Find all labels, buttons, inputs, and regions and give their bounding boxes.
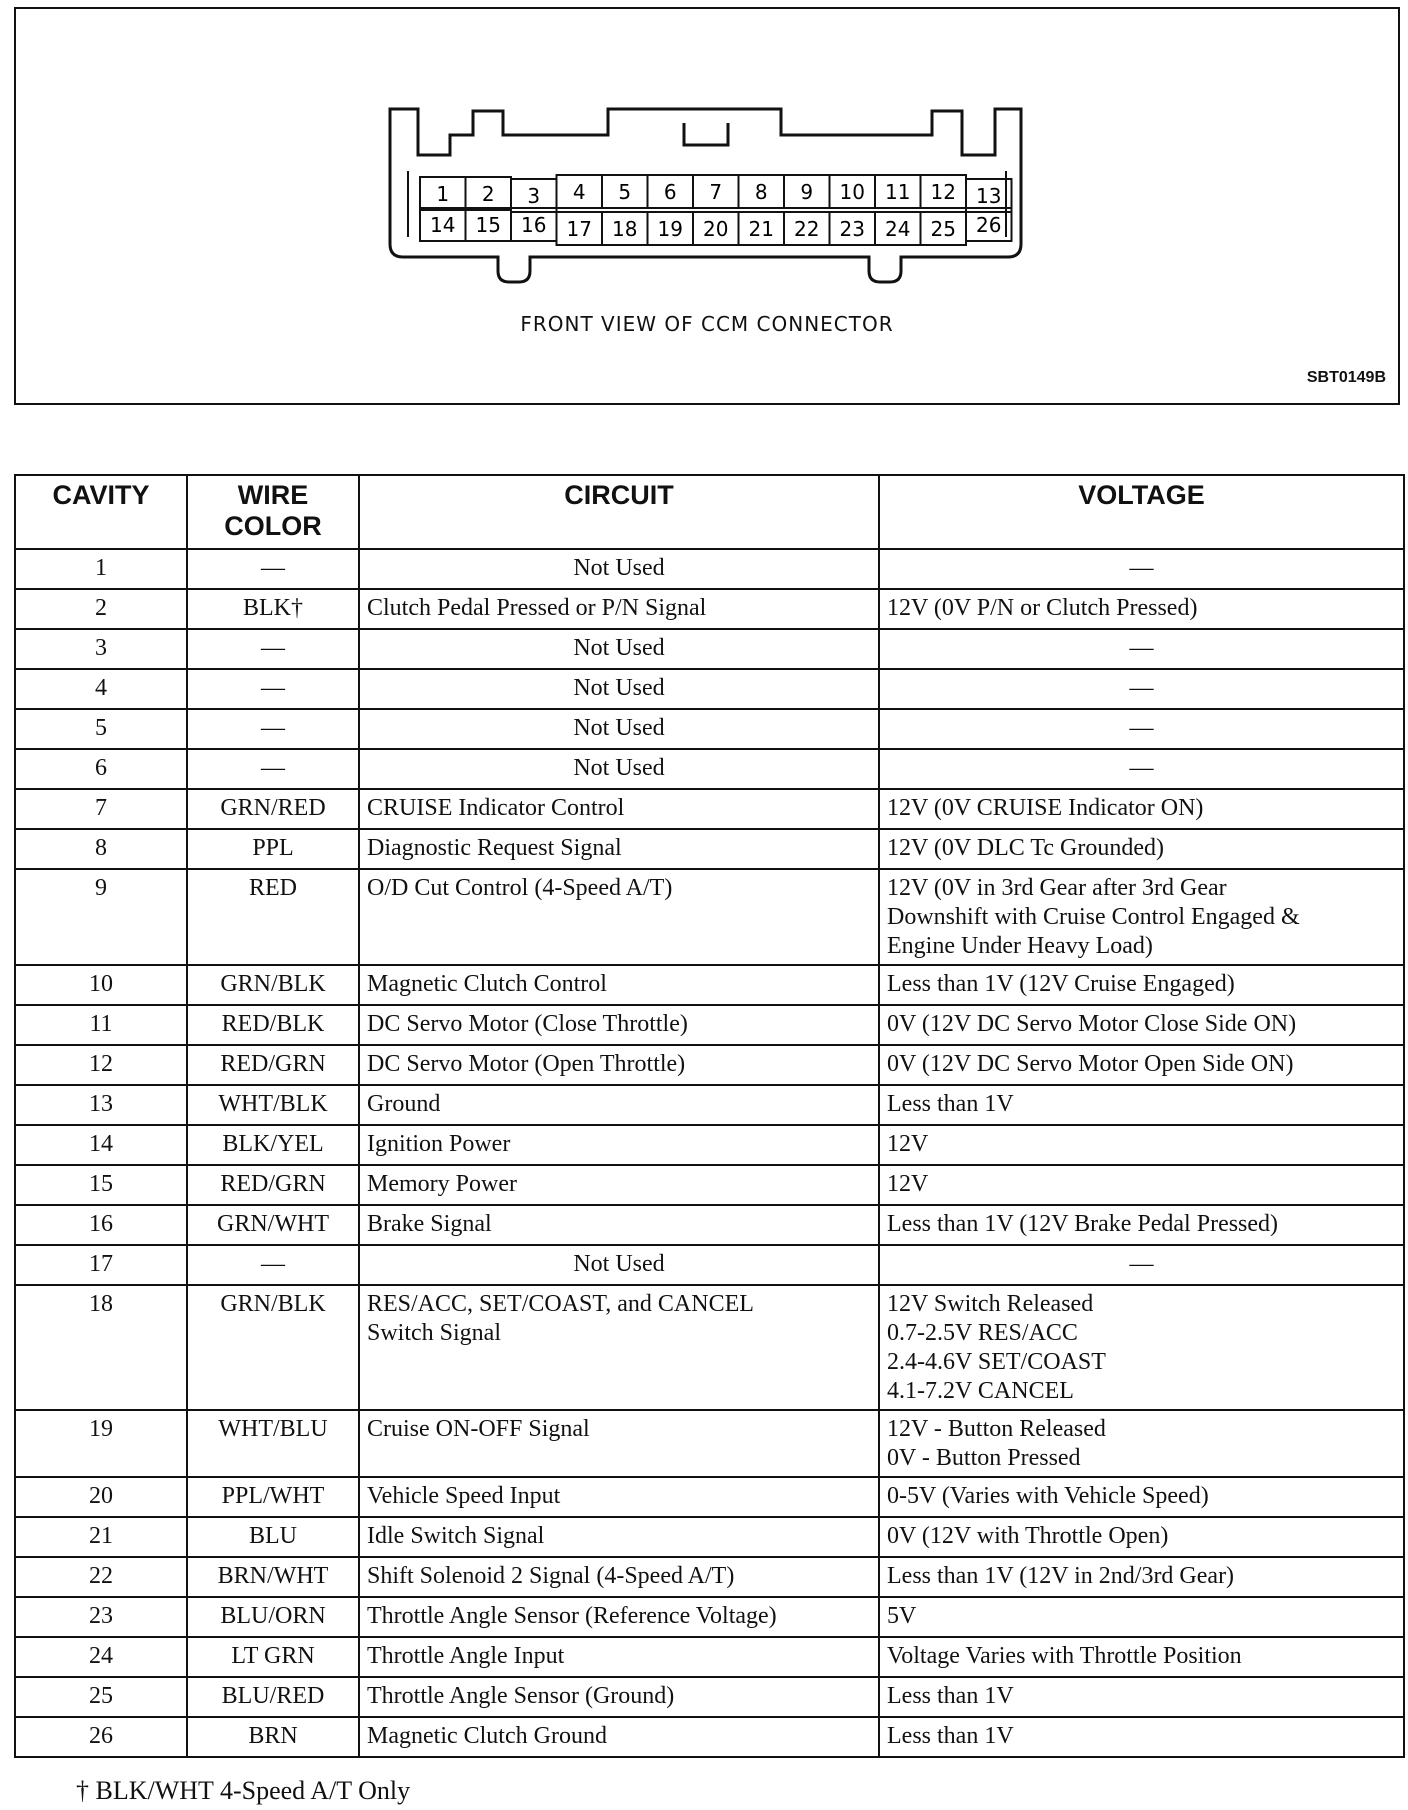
header-cavity: CAVITY — [15, 475, 187, 549]
top-row-pin-label: 1 — [436, 182, 450, 206]
voltage-cell: 12V (0V CRUISE Indicator ON) — [879, 789, 1404, 829]
voltage-cell: 12V - Button Released 0V - Button Pressed — [879, 1410, 1404, 1477]
table-row — [15, 1717, 1404, 1757]
voltage-cell: 12V — [879, 1165, 1404, 1205]
cavity-cell: 11 — [15, 1005, 187, 1045]
circuit-cell: Not Used — [359, 669, 879, 709]
circuit-cell: DC Servo Motor (Close Throttle) — [359, 1005, 879, 1045]
table-row — [15, 869, 1404, 965]
cavity-cell: 6 — [15, 749, 187, 789]
header-wire-color — [187, 475, 359, 549]
circuit-cell: Not Used — [359, 629, 879, 669]
voltage-cell: 0-5V (Varies with Vehicle Speed) — [879, 1477, 1404, 1517]
bottom-row-pin-label: 15 — [475, 213, 501, 237]
header-wire-color-line2: COLOR — [224, 511, 322, 541]
bottom-row-pin-label: 24 — [885, 217, 911, 241]
top-row-pin-label: 9 — [800, 180, 814, 204]
top-row-pin-label: 2 — [481, 182, 495, 206]
voltage-cell: Voltage Varies with Throttle Position — [879, 1637, 1404, 1677]
circuit-cell: Not Used — [359, 709, 879, 749]
bottom-row-pin-label: 14 — [430, 213, 456, 237]
table-row — [15, 789, 1404, 829]
voltage-cell: 12V (0V in 3rd Gear after 3rd Gear Downshift with Cruise Control Engaged & Engine Under Heavy Load) — [879, 869, 1404, 965]
circuit-cell: DC Servo Motor (Open Throttle) — [359, 1045, 879, 1085]
circuit-cell: Idle Switch Signal — [359, 1517, 879, 1557]
wire-color-cell: RED/BLK — [187, 1005, 359, 1045]
table-row — [15, 669, 1404, 709]
voltage-cell: — — [879, 749, 1404, 789]
wire-color-cell: BLU — [187, 1517, 359, 1557]
wire-color-cell: GRN/WHT — [187, 1205, 359, 1245]
wire-color-cell: — — [187, 749, 359, 789]
connector-key-notch — [684, 123, 728, 145]
table-row — [15, 829, 1404, 869]
voltage-cell: — — [879, 669, 1404, 709]
circuit-cell: Ground — [359, 1085, 879, 1125]
circuit-cell: RES/ACC, SET/COAST, and CANCEL Switch Signal — [359, 1285, 879, 1410]
voltage-cell: — — [879, 549, 1404, 589]
figure-code: SBT0149B — [1306, 369, 1386, 386]
wire-color-cell: RED — [187, 869, 359, 965]
top-row-pin-label: 6 — [663, 180, 677, 204]
figure-caption: FRONT VIEW OF CCM CONNECTOR — [520, 312, 894, 336]
pinout-table-body — [15, 549, 1404, 1757]
table-row — [15, 1085, 1404, 1125]
wire-color-cell: — — [187, 549, 359, 589]
cavity-cell: 13 — [15, 1085, 187, 1125]
circuit-cell: Ignition Power — [359, 1125, 879, 1165]
wire-color-cell: GRN/BLK — [187, 1285, 359, 1410]
circuit-cell: Throttle Angle Sensor (Reference Voltage) — [359, 1597, 879, 1637]
wire-color-cell: GRN/BLK — [187, 965, 359, 1005]
circuit-cell: CRUISE Indicator Control — [359, 789, 879, 829]
voltage-cell: 12V Switch Released 0.7-2.5V RES/ACC 2.4-4.6V SET/COAST 4.1-7.2V CANCEL — [879, 1285, 1404, 1410]
voltage-cell: Less than 1V (12V in 2nd/3rd Gear) — [879, 1557, 1404, 1597]
cavity-cell: 19 — [15, 1410, 187, 1477]
wire-color-cell: BLK/YEL — [187, 1125, 359, 1165]
voltage-cell: 5V — [879, 1597, 1404, 1637]
voltage-cell: Less than 1V — [879, 1717, 1404, 1757]
bottom-row-pin-label: 19 — [657, 217, 683, 241]
wire-color-cell: BRN/WHT — [187, 1557, 359, 1597]
voltage-cell: 12V (0V P/N or Clutch Pressed) — [879, 589, 1404, 629]
pinout-table — [14, 474, 1405, 1758]
cavity-cell: 21 — [15, 1517, 187, 1557]
circuit-cell: Vehicle Speed Input — [359, 1477, 879, 1517]
cavity-cell: 2 — [15, 589, 187, 629]
circuit-cell: Magnetic Clutch Control — [359, 965, 879, 1005]
table-row — [15, 1517, 1404, 1557]
cavity-cell: 16 — [15, 1205, 187, 1245]
voltage-cell: 0V (12V with Throttle Open) — [879, 1517, 1404, 1557]
table-row — [15, 1045, 1404, 1085]
table-row — [15, 1165, 1404, 1205]
wire-color-cell: RED/GRN — [187, 1045, 359, 1085]
circuit-cell: Not Used — [359, 749, 879, 789]
table-row — [15, 1245, 1404, 1285]
wire-color-cell: PPL — [187, 829, 359, 869]
table-row — [15, 1005, 1404, 1045]
wire-color-cell: PPL/WHT — [187, 1477, 359, 1517]
table-row — [15, 629, 1404, 669]
cavity-cell: 12 — [15, 1045, 187, 1085]
wire-color-cell: WHT/BLK — [187, 1085, 359, 1125]
cavity-cell: 23 — [15, 1597, 187, 1637]
wire-color-cell: — — [187, 709, 359, 749]
top-row-pin-label: 10 — [839, 180, 865, 204]
circuit-cell: Brake Signal — [359, 1205, 879, 1245]
circuit-cell: Cruise ON-OFF Signal — [359, 1410, 879, 1477]
cavity-cell: 22 — [15, 1557, 187, 1597]
voltage-cell: 0V (12V DC Servo Motor Open Side ON) — [879, 1045, 1404, 1085]
header-voltage: VOLTAGE — [879, 475, 1404, 549]
footnote: † BLK/WHT 4-Speed A/T Only — [76, 1776, 411, 1805]
bottom-row-pin-label: 22 — [794, 217, 820, 241]
connector-figure — [14, 7, 1400, 405]
table-row — [15, 965, 1404, 1005]
bottom-row-pin-label: 16 — [521, 213, 547, 237]
table-row — [15, 549, 1404, 589]
voltage-cell: — — [879, 629, 1404, 669]
voltage-cell: Less than 1V — [879, 1677, 1404, 1717]
cavity-cell: 3 — [15, 629, 187, 669]
wire-color-cell: BLK† — [187, 589, 359, 629]
circuit-cell: Magnetic Clutch Ground — [359, 1717, 879, 1757]
top-row-pin-label: 4 — [572, 180, 586, 204]
top-row-pin-label: 3 — [527, 184, 541, 208]
wire-color-cell: — — [187, 629, 359, 669]
header-circuit: CIRCUIT — [359, 475, 879, 549]
top-row-pin-label: 12 — [930, 180, 956, 204]
bottom-row-pin-label: 18 — [612, 217, 638, 241]
voltage-cell: — — [879, 709, 1404, 749]
table-row — [15, 709, 1404, 749]
cavity-cell: 14 — [15, 1125, 187, 1165]
top-row-pin-label: 8 — [754, 180, 768, 204]
cavity-cell: 20 — [15, 1477, 187, 1517]
wire-color-cell: BLU/ORN — [187, 1597, 359, 1637]
table-row — [15, 1205, 1404, 1245]
table-row — [15, 589, 1404, 629]
wire-color-cell: RED/GRN — [187, 1165, 359, 1205]
wire-color-cell: BRN — [187, 1717, 359, 1757]
voltage-cell: 12V — [879, 1125, 1404, 1165]
circuit-cell: Not Used — [359, 549, 879, 589]
table-row — [15, 749, 1404, 789]
cavity-cell: 26 — [15, 1717, 187, 1757]
voltage-cell: Less than 1V (12V Cruise Engaged) — [879, 965, 1404, 1005]
table-row — [15, 1557, 1404, 1597]
cavity-cell: 7 — [15, 789, 187, 829]
cavity-cell: 15 — [15, 1165, 187, 1205]
table-row — [15, 1410, 1404, 1477]
wire-color-cell: — — [187, 1245, 359, 1285]
circuit-cell: Diagnostic Request Signal — [359, 829, 879, 869]
circuit-cell: Clutch Pedal Pressed or P/N Signal — [359, 589, 879, 629]
cavity-cell: 9 — [15, 869, 187, 965]
bottom-row-pin-label: 23 — [839, 217, 865, 241]
voltage-cell: 12V (0V DLC Tc Grounded) — [879, 829, 1404, 869]
top-row-pin-label: 13 — [976, 184, 1002, 208]
cavity-cell: 17 — [15, 1245, 187, 1285]
cavity-cell: 25 — [15, 1677, 187, 1717]
ccm-connector-diagram — [16, 9, 1402, 309]
bottom-row-pin-label: 26 — [976, 213, 1002, 237]
circuit-cell: Throttle Angle Input — [359, 1637, 879, 1677]
cavity-cell: 1 — [15, 549, 187, 589]
table-row — [15, 1637, 1404, 1677]
table-row — [15, 1677, 1404, 1717]
voltage-cell: — — [879, 1245, 1404, 1285]
cavity-cell: 18 — [15, 1285, 187, 1410]
top-row-pin-label: 11 — [885, 180, 911, 204]
wire-color-cell: LT GRN — [187, 1637, 359, 1677]
table-row — [15, 1125, 1404, 1165]
header-wire-color-line1: WIRE — [237, 480, 309, 510]
cavity-cell: 10 — [15, 965, 187, 1005]
wire-color-cell: BLU/RED — [187, 1677, 359, 1717]
table-header-row — [15, 475, 1404, 549]
cavity-cell: 24 — [15, 1637, 187, 1677]
table-row — [15, 1285, 1404, 1410]
top-row-pin-label: 7 — [709, 180, 723, 204]
table-row — [15, 1597, 1404, 1637]
circuit-cell: Not Used — [359, 1245, 879, 1285]
bottom-row-pin-label: 25 — [930, 217, 956, 241]
voltage-cell: 0V (12V DC Servo Motor Close Side ON) — [879, 1005, 1404, 1045]
cavity-cell: 5 — [15, 709, 187, 749]
top-row-pin-label: 5 — [618, 180, 632, 204]
voltage-cell: Less than 1V (12V Brake Pedal Pressed) — [879, 1205, 1404, 1245]
bottom-row-pin-label: 20 — [703, 217, 729, 241]
bottom-row-pin-label: 21 — [748, 217, 774, 241]
table-row — [15, 1477, 1404, 1517]
cavity-cell: 8 — [15, 829, 187, 869]
bottom-row-pin-label: 17 — [566, 217, 592, 241]
wire-color-cell: — — [187, 669, 359, 709]
circuit-cell: Memory Power — [359, 1165, 879, 1205]
wire-color-cell: GRN/RED — [187, 789, 359, 829]
cavity-cell: 4 — [15, 669, 187, 709]
voltage-cell: Less than 1V — [879, 1085, 1404, 1125]
circuit-cell: Shift Solenoid 2 Signal (4-Speed A/T) — [359, 1557, 879, 1597]
circuit-cell: Throttle Angle Sensor (Ground) — [359, 1677, 879, 1717]
wire-color-cell: WHT/BLU — [187, 1410, 359, 1477]
circuit-cell: O/D Cut Control (4-Speed A/T) — [359, 869, 879, 965]
